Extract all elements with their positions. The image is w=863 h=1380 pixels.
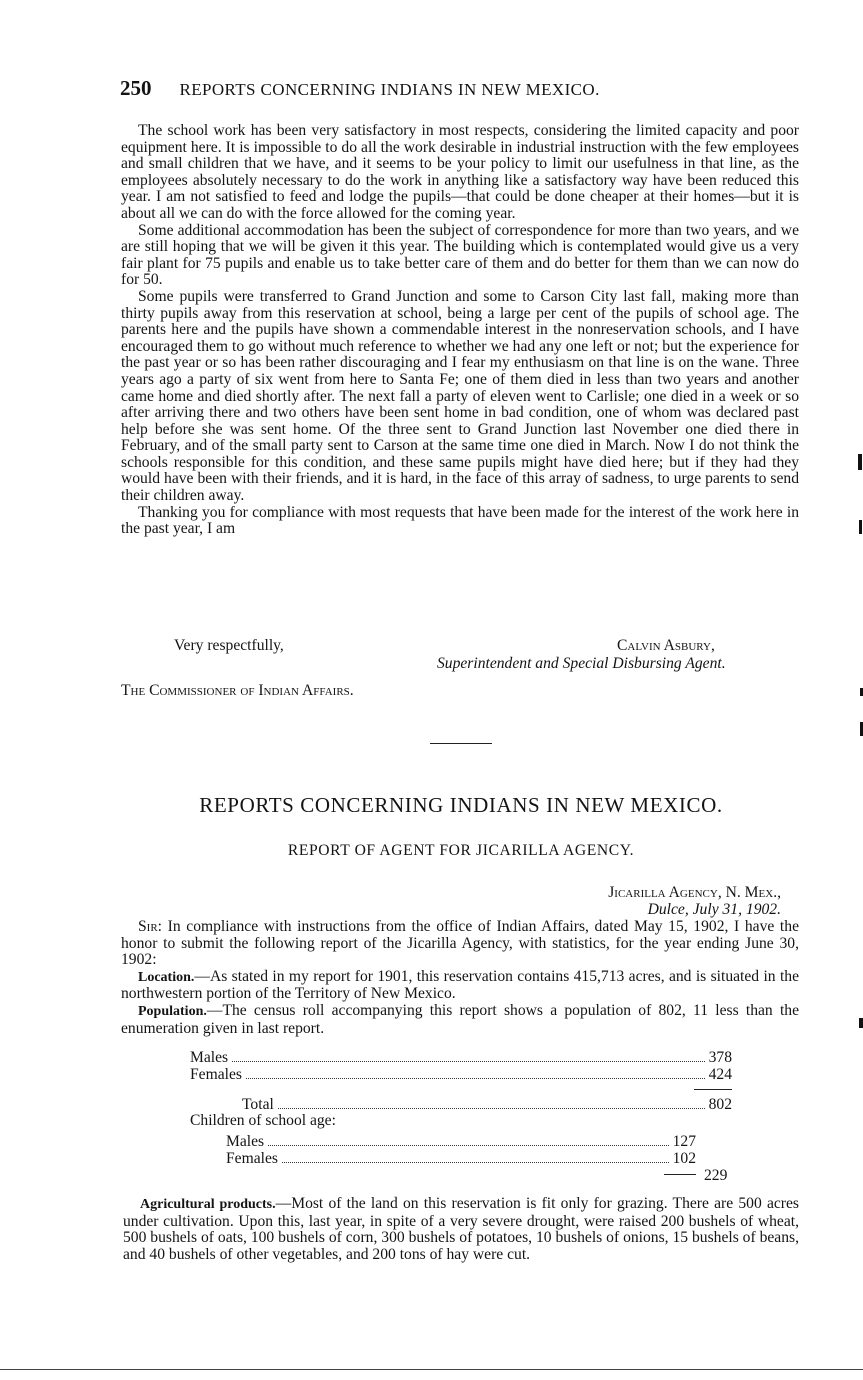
- report-body: [121, 919, 799, 1037]
- letter-body: [121, 123, 799, 538]
- letter-paragraph-2: Some additional accommodation has been the subject of correspondence for more than two years, and we are still hoping that we will be given it this year. The building which is contemplated would give us a very fair plant for 75 pupils and enable us to take better care of them and do better for them than we can now do for 50.: [121, 221, 799, 289]
- census-row-females: Females 424: [190, 1065, 732, 1083]
- signer-title: Superintendent and Special Disbursing Agent.: [437, 655, 726, 672]
- census-row-males: Males 378: [190, 1049, 732, 1066]
- running-head: [120, 76, 800, 101]
- census-sum-rule: [694, 1089, 732, 1090]
- school-row-males: Males 127: [226, 1133, 696, 1150]
- census-table: [190, 1050, 732, 1130]
- census-row-total: Total 802: [242, 1095, 732, 1113]
- closing-phrase: Very respectfully,: [174, 637, 284, 654]
- report-location: Location.—As stated in my report for 1901, this reservation contains 415,713 acres, and is situated in the northwestern portion of the Territory of New Mexico.: [121, 967, 799, 1003]
- school-total-value: 229: [704, 1167, 728, 1184]
- section-subtitle: REPORT OF AGENT FOR JICARILLA AGENCY.: [287, 842, 635, 859]
- school-row-females: Females 102: [226, 1149, 696, 1167]
- school-age-table: [226, 1134, 696, 1168]
- section-divider: [430, 743, 492, 744]
- signer-name: Calvin Asbury,: [617, 637, 715, 654]
- school-total: [664, 1168, 732, 1185]
- scan-edge-mark: [859, 520, 862, 534]
- scan-edge-mark: [858, 454, 862, 470]
- section-title: REPORTS CONCERNING INDIANS IN NEW MEXICO.: [199, 793, 723, 817]
- letter-paragraph-4: Thanking you for compliance with most requests that have been made for the interest of the work here in the past year, I am: [121, 503, 799, 538]
- scan-bottom-edge: [0, 1369, 863, 1370]
- scan-edge-mark: [859, 1018, 863, 1028]
- running-title: REPORTS CONCERNING INDIANS IN NEW MEXICO.: [179, 80, 600, 99]
- letter-paragraph-3: Some pupils were transferred to Grand Junction and some to Carson City last fall, making more than thirty pupils away from this reservation at school, being a large per cent of the pupils of school age. The parents here and the pupils have shown a commendable interest in the nonreservation schools, and I have encouraged them to go without much reference to whether we had any one left or not; but the experience for the past year or so has been rather discouraging and I fear my enthusiasm on that line is on the wane. Three years ago a party of six went from here to Santa Fe; one of them died in less than two years and another came home and died shortly after. The next fall a party of eleven went to Carlisle; one died in a week or so after arriving there and two others have been sent home in bad condition, one of whom was declared past help before she was sent home. Of the three sent to Grand Junction last November one died there in February, and of the small party sent to Carson at the same time one died in March. Now I do not think the schools responsible for this condition, and these same pupils might have died here; but if they had they would have been with their friends, and it is hard, in the face of this array of sadness, to urge parents to send their children away.: [121, 287, 799, 505]
- agriculture-paragraph: Agricultural products.—Most of the land on this reservation is fit only for grazing. There are 500 acres under cultivation. Upon this, last year, in spite of a very severe drought, were raised 200 bushels of wheat, 500 bushels of oats, 100 bushels of corn, 300 bushels of potatoes, 10 bushels of onions, 15 bushels of beans, and 40 bushels of other vegetables, and 200 tons of hay were cut.: [123, 1195, 799, 1263]
- report-agriculture: [123, 1196, 799, 1263]
- census-row-school-age: Children of school age:: [190, 1112, 336, 1130]
- dateline-place: Jicarilla Agency, N. Mex.,: [608, 884, 781, 901]
- report-population: Population.—The census roll accompanying this report shows a population of 802, 11 less than the enumeration given in last report.: [121, 1001, 799, 1037]
- page-number: 250: [120, 76, 152, 100]
- report-intro: Sir: In compliance with instructions from the office of Indian Affairs, dated May 15, 1902, I have the honor to submit the following report of the Jicarilla Agency, with statistics, for the year ending June 30, 1902:: [121, 918, 799, 969]
- addressee: The Commissioner of Indian Affairs.: [121, 682, 354, 699]
- dateline-date: Dulce, July 31, 1902.: [647, 901, 781, 918]
- dateline: [608, 884, 781, 918]
- school-total-rule: [664, 1174, 696, 1175]
- letter-paragraph-1: The school work has been very satisfactory in most respects, considering the limited capacity and poor equipment here. It is impossible to do all the work desirable in industrial instruction with the few employees and small children that we have, and it seems to be your policy to limit our usefulness in that line, as the employees absolutely necessary to do the work in anything like a satisfactory way have been reduced this year. I am not satisfied to feed and lodge the pupils—that could be done cheaper at their homes—but it is about all we can do with the force allowed for the coming year.: [121, 122, 799, 222]
